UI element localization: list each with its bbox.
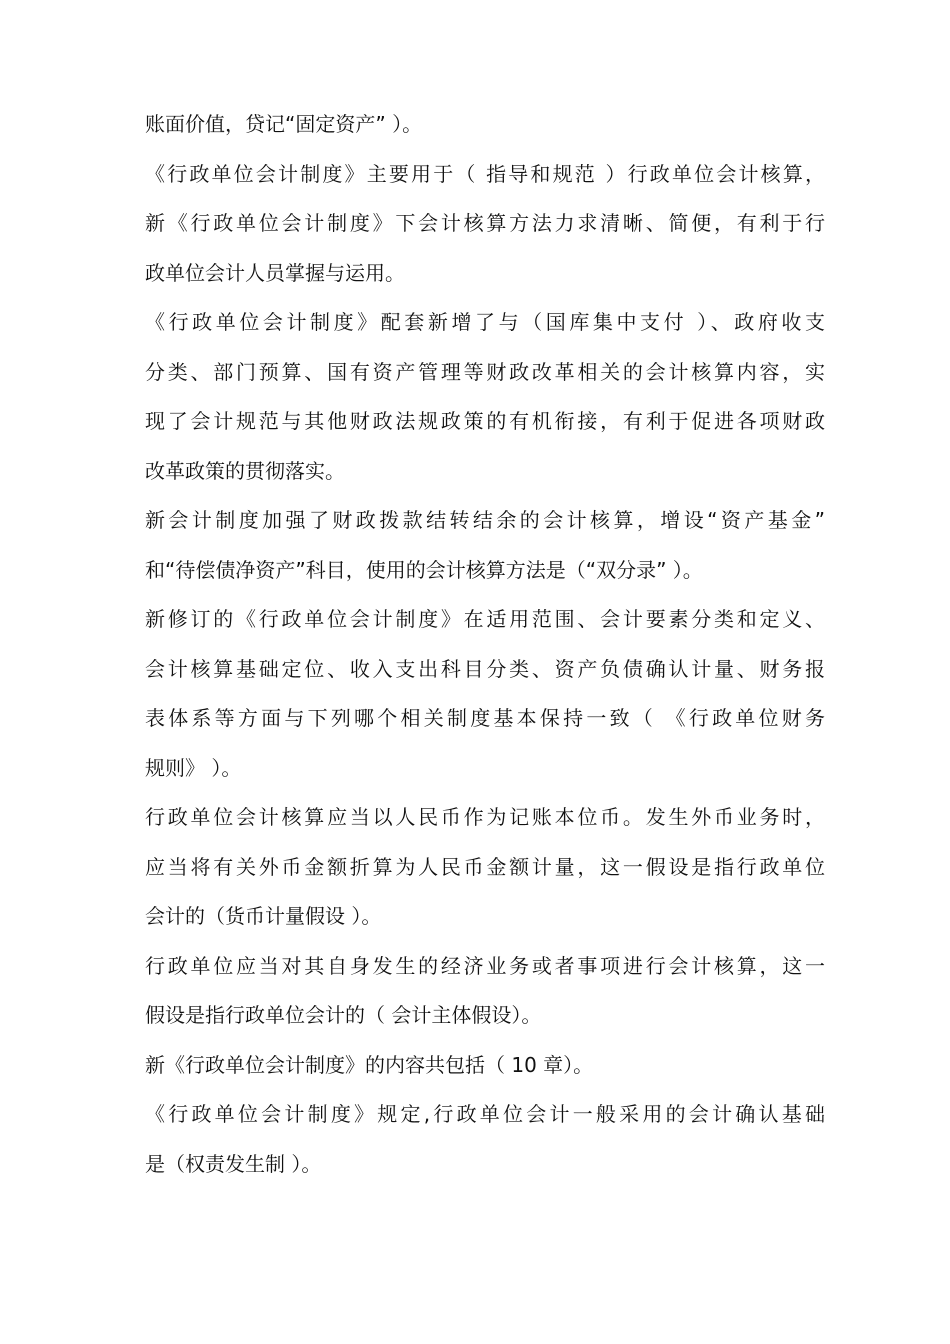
text-line: 新会计制度加强了财政拨款结转结余的会计核算，增设“资产基金” bbox=[145, 508, 825, 532]
text-line: 《行政单位会计制度》规定,行政单位会计一般采用的会计确认基础 bbox=[145, 1102, 825, 1126]
text-line: 应当将有关外币金额折算为人民币金额计量，这一假设是指行政单位 bbox=[145, 854, 825, 879]
text-line: 表体系等方面与下列哪个相关制度基本保持一致（ 《行政单位财务 bbox=[145, 706, 825, 730]
text-line: 会计的（货币计量假设 ）。 bbox=[145, 904, 382, 928]
paragraph-financial-rules bbox=[145, 595, 825, 793]
text-line: 账面价值，贷记“固定资产” ）。 bbox=[145, 112, 423, 136]
paragraph-currency-assumption bbox=[145, 793, 825, 942]
text-line: 现了会计规范与其他财政法规政策的有机衔接，有利于促进各项财政 bbox=[145, 409, 825, 433]
text-line: 改革政策的贯彻落实。 bbox=[145, 458, 345, 483]
paragraph-double-entry bbox=[145, 496, 825, 595]
text-line: 会计核算基础定位、收入支出科目分类、资产负债确认计量、财务报 bbox=[145, 656, 825, 681]
text-line: 《行政单位会计制度》主要用于（ 指导和规范 ）行政单位会计核算， bbox=[145, 161, 825, 186]
paragraph-system-purpose bbox=[145, 150, 825, 299]
document-body bbox=[145, 100, 825, 1189]
text-line: 新《行政单位会计制度》的内容共包括（ 10 章）。 bbox=[145, 1052, 594, 1077]
paragraph-chapter-count bbox=[145, 1041, 825, 1091]
text-line: 行政单位会计核算应当以人民币作为记账本位币。发生外币业务时， bbox=[145, 805, 825, 829]
text-line: 政单位会计人员掌握与运用。 bbox=[145, 260, 405, 285]
text-line: 新修订的《行政单位会计制度》在适用范围、会计要素分类和定义、 bbox=[145, 607, 825, 631]
paragraph-accrual-basis bbox=[145, 1090, 825, 1189]
text-line: 和“待偿债净资产”科目，使用的会计核算方法是（“双分录” ）。 bbox=[145, 557, 703, 582]
text-line: 是（权责发生制 ）。 bbox=[145, 1151, 322, 1176]
paragraph-treasury-payment bbox=[145, 298, 825, 496]
text-line: 行政单位应当对其自身发生的经济业务或者事项进行会计核算，这一 bbox=[145, 953, 825, 978]
text-line: 规则》 ）。 bbox=[145, 755, 242, 780]
text-line: 分类、部门预算、国有资产管理等财政改革相关的会计核算内容，实 bbox=[145, 359, 825, 384]
paragraph-entity-assumption bbox=[145, 942, 825, 1041]
paragraph-fixed-asset-credit bbox=[145, 100, 825, 150]
text-line: 假设是指行政单位会计的（ 会计主体假设）。 bbox=[145, 1003, 542, 1027]
text-line: 新《行政单位会计制度》下会计核算方法力求清晰、简便，有利于行 bbox=[145, 211, 825, 235]
text-line: 《行政单位会计制度》配套新增了与（国库集中支付 ）、政府收支 bbox=[145, 310, 825, 334]
